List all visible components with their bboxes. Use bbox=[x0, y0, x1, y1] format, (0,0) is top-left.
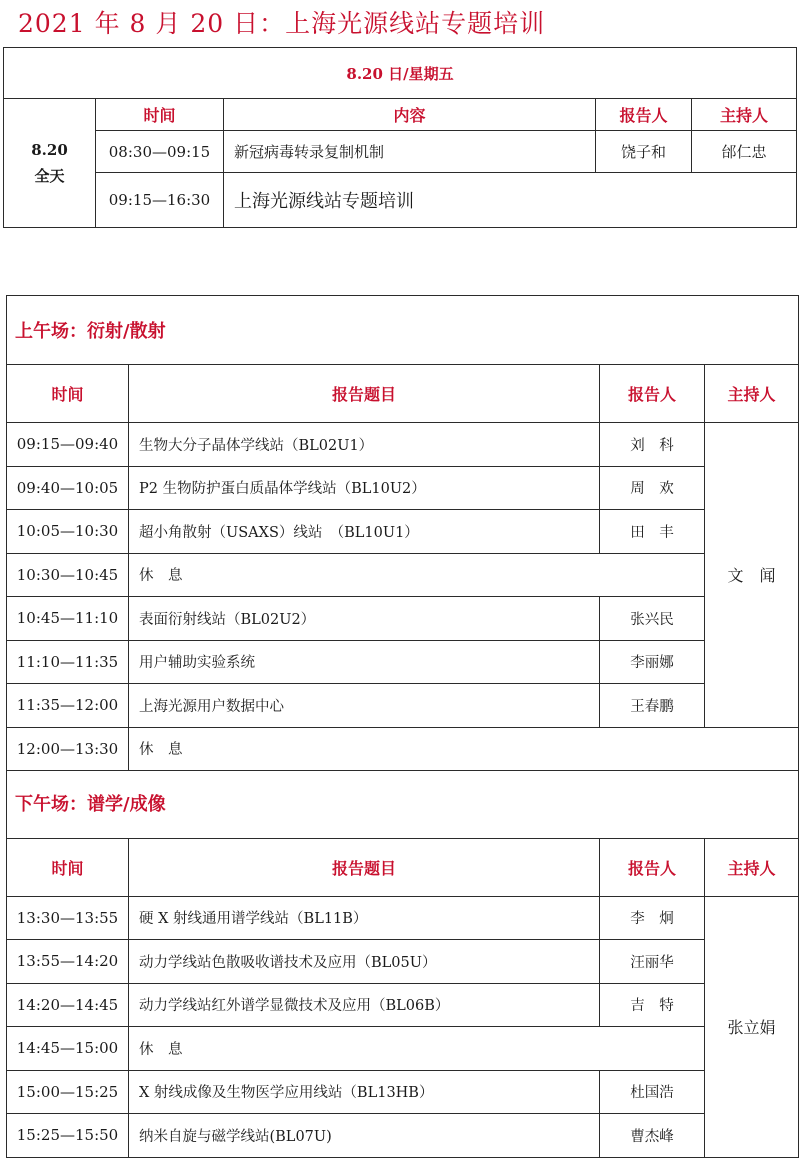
table-row bbox=[7, 896, 799, 940]
table-row bbox=[7, 1070, 799, 1114]
page-title: 2021 年 8 月 20 日：上海光源线站专题培训 bbox=[18, 9, 546, 38]
speaker-cell: 吉 特 bbox=[600, 983, 705, 1027]
host-cell: 文 闻 bbox=[705, 423, 799, 728]
host-cell: 张立娟 bbox=[705, 896, 799, 1157]
table-row bbox=[7, 510, 799, 554]
speaker-cell: 周 欢 bbox=[600, 466, 705, 510]
speaker-cell: 张兴民 bbox=[600, 597, 705, 641]
column-header-host: 主持人 bbox=[692, 99, 797, 131]
column-header-time: 时间 bbox=[7, 365, 129, 423]
speaker-cell: 汪丽华 bbox=[600, 940, 705, 984]
speaker-cell: 杜国浩 bbox=[600, 1070, 705, 1114]
break-cell: 休 息 bbox=[129, 1027, 705, 1071]
time-cell: 10:45—11:10 bbox=[7, 597, 129, 641]
date-label: 8.20 bbox=[31, 141, 68, 159]
topic-cell: 超小角散射（USAXS）线站 （BL10U1） bbox=[129, 510, 600, 554]
session-title: 上午场：衍射/散射 bbox=[7, 296, 799, 365]
speaker-cell: 李 炯 bbox=[600, 896, 705, 940]
table-row bbox=[7, 940, 799, 984]
time-cell: 09:15—09:40 bbox=[7, 423, 129, 467]
table-row bbox=[7, 1027, 799, 1071]
session-title: 下午场：谱学/成像 bbox=[7, 769, 799, 838]
topic-cell: P2 生物防护蛋白质晶体学线站（BL10U2） bbox=[129, 466, 600, 510]
column-header-host: 主持人 bbox=[705, 838, 799, 896]
column-header-time: 时间 bbox=[7, 838, 129, 896]
column-header-topic: 报告题目 bbox=[129, 365, 600, 423]
topic-cell: 上海光源用户数据中心 bbox=[129, 684, 600, 728]
table-row bbox=[7, 553, 799, 597]
content-cell: 上海光源线站专题培训 bbox=[224, 173, 797, 228]
column-header-host: 主持人 bbox=[705, 365, 799, 423]
topic-cell: X 射线成像及生物医学应用线站（BL13HB） bbox=[129, 1070, 600, 1114]
time-cell: 14:45—15:00 bbox=[7, 1027, 129, 1071]
speaker-cell: 饶子和 bbox=[596, 131, 692, 173]
summary-table bbox=[3, 47, 797, 228]
topic-cell: 生物大分子晶体学线站（BL02U1） bbox=[129, 423, 600, 467]
content-cell: 新冠病毒转录复制机制 bbox=[224, 131, 596, 173]
topic-cell: 表面衍射线站（BL02U2） bbox=[129, 597, 600, 641]
column-header-speaker: 报告人 bbox=[600, 838, 705, 896]
table-row bbox=[7, 983, 799, 1027]
break-cell: 休 息 bbox=[129, 727, 799, 771]
column-header-time: 时间 bbox=[96, 99, 224, 131]
date-cell bbox=[4, 99, 96, 228]
topic-cell: 纳米自旋与磁学线站(BL07U) bbox=[129, 1114, 600, 1158]
time-cell: 09:40—10:05 bbox=[7, 466, 129, 510]
column-header-speaker: 报告人 bbox=[600, 365, 705, 423]
column-header-content: 内容 bbox=[224, 99, 596, 131]
topic-cell: 硬 X 射线通用谱学线站（BL11B） bbox=[129, 896, 600, 940]
time-cell: 10:05—10:30 bbox=[7, 510, 129, 554]
speaker-cell: 刘 科 bbox=[600, 423, 705, 467]
time-cell: 11:10—11:35 bbox=[7, 640, 129, 684]
topic-cell: 动力学线站红外谱学显微技术及应用（BL06B） bbox=[129, 983, 600, 1027]
speaker-cell: 李丽娜 bbox=[600, 640, 705, 684]
topic-cell: 动力学线站色散吸收谱技术及应用（BL05U） bbox=[129, 940, 600, 984]
table-row bbox=[7, 640, 799, 684]
day-header: 8.20 日/星期五 bbox=[4, 48, 797, 99]
time-cell: 11:35—12:00 bbox=[7, 684, 129, 728]
table-row bbox=[7, 727, 799, 771]
time-cell: 15:25—15:50 bbox=[7, 1114, 129, 1158]
table-row bbox=[4, 131, 797, 173]
time-cell: 14:20—14:45 bbox=[7, 983, 129, 1027]
table-row bbox=[4, 173, 797, 228]
speaker-cell: 曹杰峰 bbox=[600, 1114, 705, 1158]
table-row bbox=[7, 597, 799, 641]
time-cell: 08:30—09:15 bbox=[96, 131, 224, 173]
time-cell: 09:15—16:30 bbox=[96, 173, 224, 228]
table-row bbox=[7, 684, 799, 728]
break-cell: 休 息 bbox=[129, 553, 705, 597]
speaker-cell: 田 丰 bbox=[600, 510, 705, 554]
morning-session-table bbox=[6, 295, 799, 771]
date-sub-label: 全天 bbox=[34, 167, 65, 185]
afternoon-session-table bbox=[6, 769, 799, 1158]
column-header-speaker: 报告人 bbox=[596, 99, 692, 131]
time-cell: 13:30—13:55 bbox=[7, 896, 129, 940]
time-cell: 13:55—14:20 bbox=[7, 940, 129, 984]
column-header-topic: 报告题目 bbox=[129, 838, 600, 896]
table-row bbox=[7, 423, 799, 467]
table-row bbox=[7, 466, 799, 510]
time-cell: 12:00—13:30 bbox=[7, 727, 129, 771]
table-row bbox=[7, 1114, 799, 1158]
topic-cell: 用户辅助实验系统 bbox=[129, 640, 600, 684]
host-cell: 邰仁忠 bbox=[692, 131, 797, 173]
time-cell: 15:00—15:25 bbox=[7, 1070, 129, 1114]
speaker-cell: 王春鹏 bbox=[600, 684, 705, 728]
time-cell: 10:30—10:45 bbox=[7, 553, 129, 597]
